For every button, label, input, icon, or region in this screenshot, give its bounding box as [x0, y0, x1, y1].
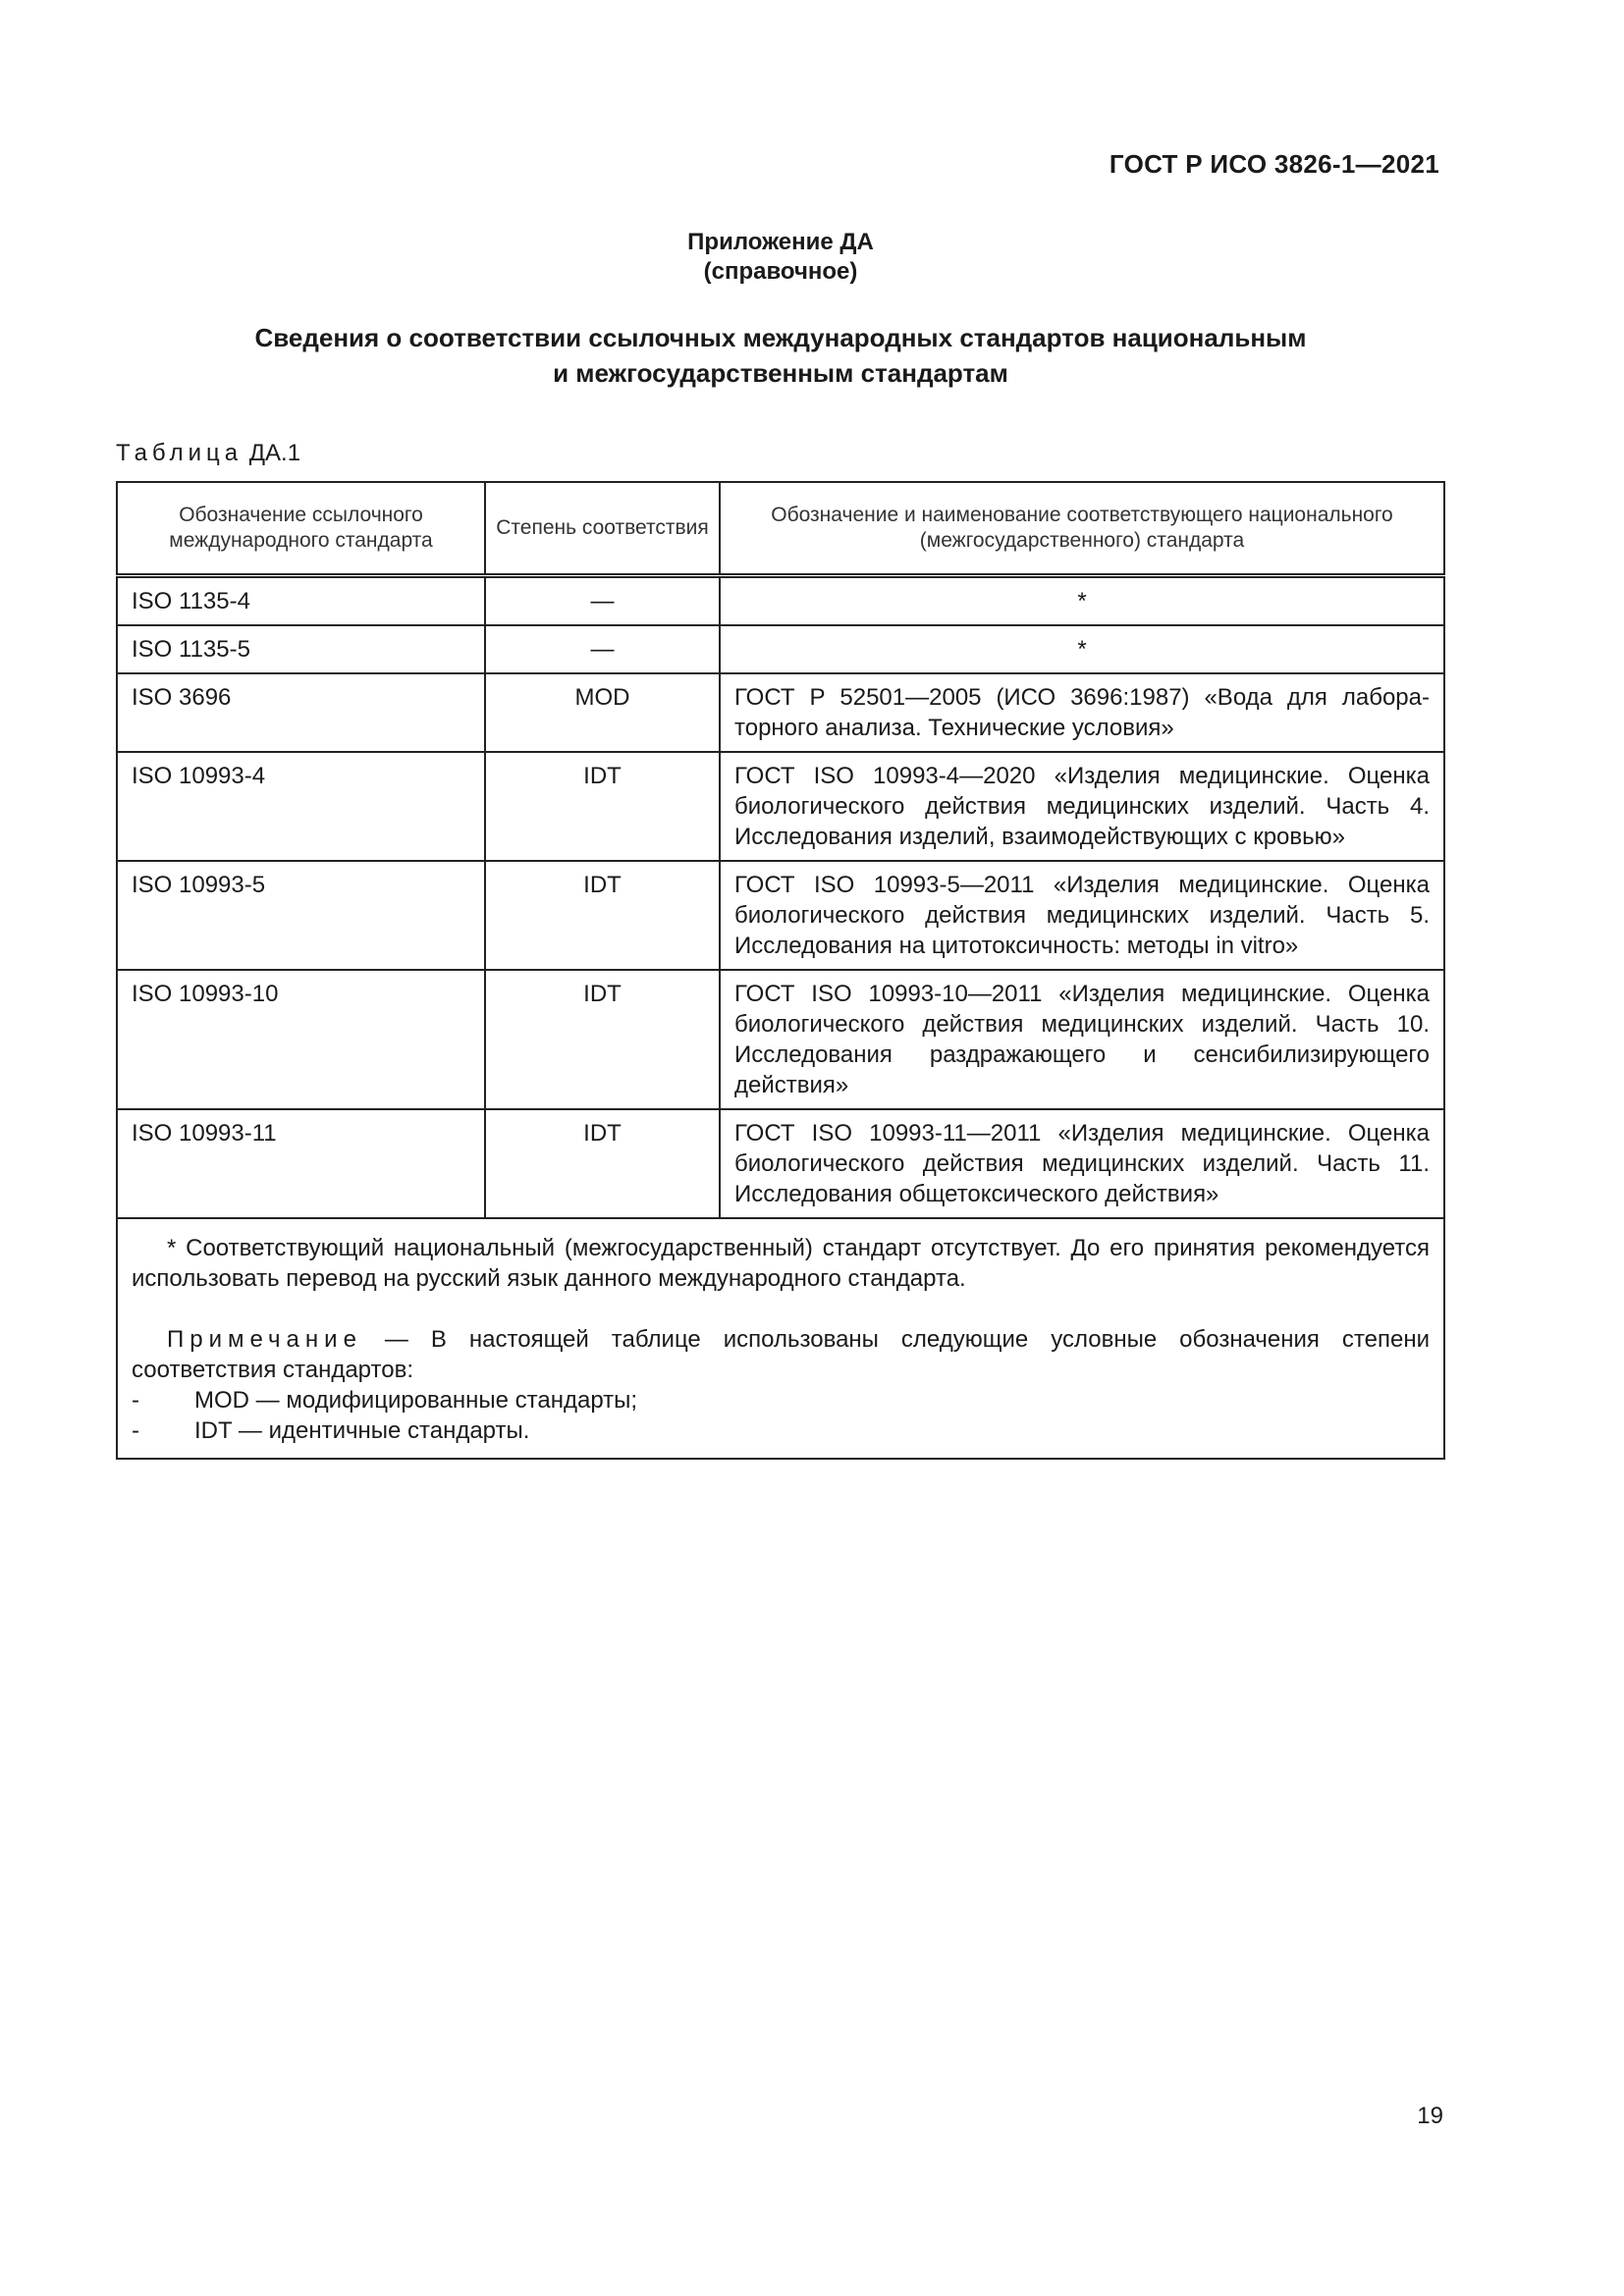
cell-reference-standard: ISO 10993-4 [117, 752, 485, 861]
table-row [117, 576, 1444, 626]
appendix-heading [0, 228, 1561, 287]
cell-degree: — [485, 625, 720, 673]
cell-national-standard: ГОСТ Р 52501—2005 (ИСО 3696:1987) «Вода для лабораторного анализа. Технические условия» [720, 673, 1444, 752]
appendix-type: (справочное) [703, 258, 858, 285]
cell-national-standard: ГОСТ ISO 10993-4—2020 «Изделия медицинские. Оценка биологического действия медицинских изделий. Часть 4. Исследования изделий, взаимодействующих с кровью» [720, 752, 1444, 861]
table-body [117, 576, 1444, 1460]
list-dash: - [132, 1417, 139, 1444]
table-notes-cell [117, 1218, 1444, 1459]
cell-reference-standard: ISO 10993-11 [117, 1109, 485, 1218]
table-row [117, 673, 1444, 752]
table-row [117, 970, 1444, 1109]
table-header [117, 482, 1444, 576]
header-national-standard: Обозначение и наименование соответствующего национального (межгосударственного) стандарта [720, 482, 1444, 576]
header-degree: Степень соответствия [485, 482, 720, 576]
page-number: 19 [1417, 2103, 1443, 2129]
note-list-item [132, 1385, 1430, 1415]
note-list-item [132, 1415, 1430, 1446]
cell-national-standard: * [720, 576, 1444, 626]
table-note [132, 1324, 1430, 1385]
cell-degree: IDT [485, 1109, 720, 1218]
table-caption [116, 440, 300, 467]
table-row [117, 625, 1444, 673]
cell-degree: MOD [485, 673, 720, 752]
correspondence-table-wrap [116, 481, 1445, 1460]
note-label: Примечание [167, 1326, 362, 1353]
cell-degree: IDT [485, 752, 720, 861]
section-title-line2: и межгосударственным стандартам [553, 358, 1008, 388]
table-row [117, 752, 1444, 861]
table-row [117, 1109, 1444, 1218]
cell-degree: IDT [485, 861, 720, 970]
cell-reference-standard: ISO 3696 [117, 673, 485, 752]
cell-national-standard: ГОСТ ISO 10993-10—2011 «Изделия медицинские. Оценка биологического действия медицинских изделий. Часть 10. Исследования раздражающего и сенсибилизирующего действия» [720, 970, 1444, 1109]
section-title [0, 320, 1561, 391]
cell-reference-standard: ISO 1135-5 [117, 625, 485, 673]
cell-national-standard: ГОСТ ISO 10993-11—2011 «Изделия медицинские. Оценка биологического действия медицинских изделий. Часть 11. Исследования общетоксического действия» [720, 1109, 1444, 1218]
cell-reference-standard: ISO 10993-5 [117, 861, 485, 970]
correspondence-table [116, 481, 1445, 1460]
cell-degree: IDT [485, 970, 720, 1109]
cell-degree: — [485, 576, 720, 626]
document-code: ГОСТ Р ИСО 3826-1—2021 [1109, 149, 1439, 179]
table-notes-row [117, 1218, 1444, 1459]
cell-national-standard: ГОСТ ISO 10993-5—2011 «Изделия медицинские. Оценка биологического действия медицинских изделий. Часть 5. Исследования на цитотоксичность: методы in vitro» [720, 861, 1444, 970]
cell-reference-standard: ISO 1135-4 [117, 576, 485, 626]
cell-reference-standard: ISO 10993-10 [117, 970, 485, 1109]
table-row [117, 861, 1444, 970]
note-item-text: IDT — идентичные стандарты. [194, 1417, 530, 1444]
header-reference-standard: Обозначение ссылочного международного стандарта [117, 482, 485, 576]
list-dash: - [132, 1387, 139, 1414]
note-item-text: MOD — модифицированные стандарты; [194, 1387, 638, 1414]
note-list [132, 1385, 1430, 1446]
note-text: — В настоящей таблице использованы следующие условные обозначения степени соответствия стандартов: [132, 1326, 1430, 1383]
table-caption-word: Таблица [116, 440, 244, 466]
appendix-label: Приложение ДА [687, 229, 874, 255]
cell-national-standard: * [720, 625, 1444, 673]
section-title-line1: Сведения о соответствии ссылочных международных стандартов национальным [254, 323, 1307, 352]
table-footnote: * Соответствующий национальный (межгосударственный) стандарт отсутствует. До его принятия рекомендуется использовать перевод на русский язык данного международного стандарта. [132, 1235, 1430, 1292]
table-header-row [117, 482, 1444, 576]
table-caption-id: ДА.1 [248, 440, 301, 466]
